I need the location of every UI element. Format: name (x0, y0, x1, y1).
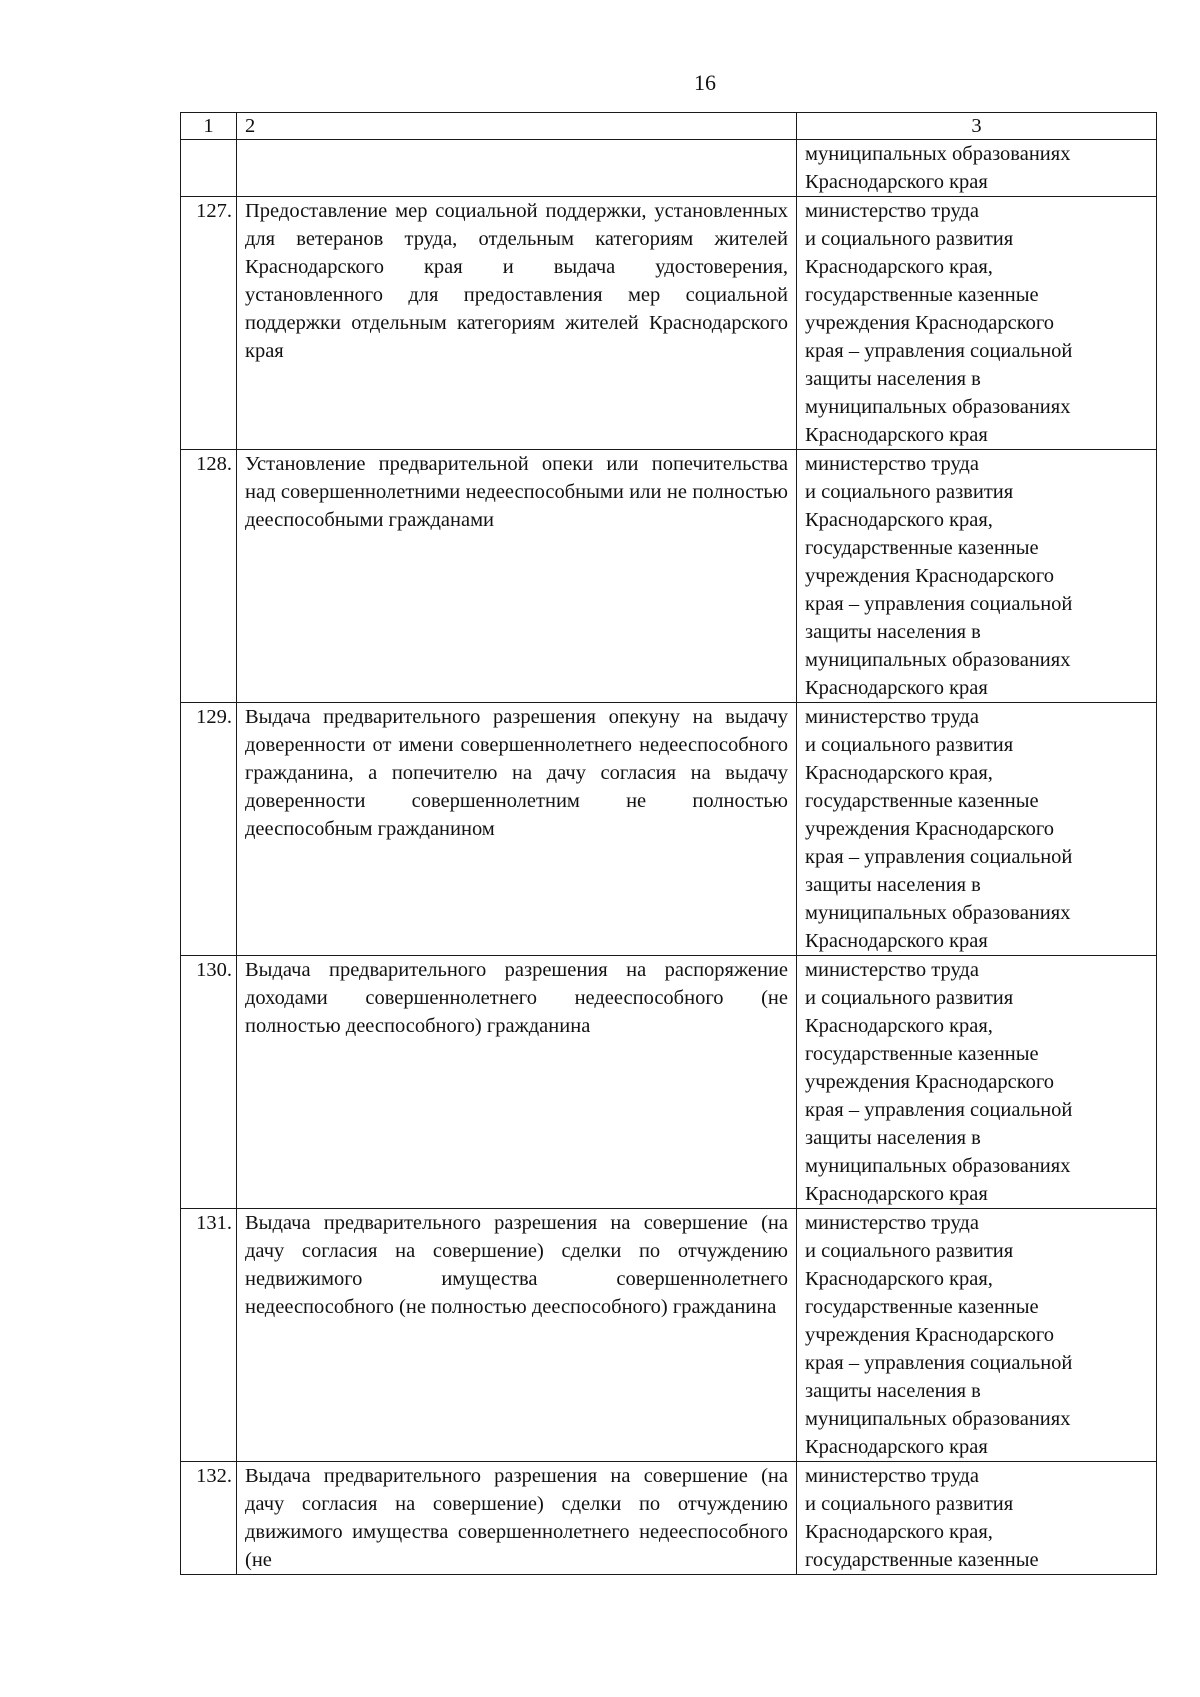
responsible-organization: министерство труда и социального развития Краснодарского края, государственные казенные учреждения Краснодарского края – управления социальной защиты населения в муниципальных образованиях Краснодарского края (797, 703, 1157, 956)
table-row (181, 703, 1157, 956)
row-number: 130. (181, 956, 237, 1209)
responsible-organization: министерство труда и социального развития Краснодарского края, государственные казенные (797, 1462, 1157, 1575)
table-row (181, 1209, 1157, 1462)
services-table (180, 112, 1157, 1575)
row-number: 127. (181, 197, 237, 450)
row-number: 128. (181, 450, 237, 703)
service-name: Выдача предварительного разрешения на совершение (на дачу согласия на совершение) сделки по отчуждению движимого имущества совершеннолетнего недееспособного (не (237, 1462, 797, 1575)
service-name (237, 140, 797, 197)
responsible-organization: министерство труда и социального развития Краснодарского края, государственные казенные учреждения Краснодарского края – управления социальной защиты населения в муниципальных образованиях Краснодарского края (797, 956, 1157, 1209)
table-row (181, 197, 1157, 450)
service-name: Установление предварительной опеки или попечительства над совершеннолетними недееспособными или не полностью дееспособными гражданами (237, 450, 797, 703)
row-number: 132. (181, 1462, 237, 1575)
row-number (181, 140, 237, 197)
column-header-service: 2 (237, 113, 797, 140)
responsible-organization: министерство труда и социального развития Краснодарского края, государственные казенные учреждения Краснодарского края – управления социальной защиты населения в муниципальных образованиях Краснодарского края (797, 1209, 1157, 1462)
service-name: Выдача предварительного разрешения на совершение (на дачу согласия на совершение) сделки по отчуждению недвижимого имущества совершеннолетнего недееспособного (не полностью дееспособного) гражданина (237, 1209, 797, 1462)
page-number: 16 (694, 70, 716, 95)
service-name: Выдача предварительного разрешения опекуну на выдачу доверенности от имени совершеннолетнего недееспособного гражданина, а попечителю на дачу согласия на выдачу доверенности совершеннолетним не полностью дееспособным гражданином (237, 703, 797, 956)
table-header-row (181, 113, 1157, 140)
column-header-organization: 3 (797, 113, 1157, 140)
responsible-organization: министерство труда и социального развития Краснодарского края, государственные казенные учреждения Краснодарского края – управления социальной защиты населения в муниципальных образованиях Краснодарского края (797, 450, 1157, 703)
table-row (181, 1462, 1157, 1575)
row-number: 131. (181, 1209, 237, 1462)
service-name: Предоставление мер социальной поддержки, установленных для ветеранов труда, отдельным категориям жителей Краснодарского края и выдача удостоверения, установленного для предоставления мер социальной поддержки отдельным категориям жителей Краснодарского края (237, 197, 797, 450)
column-header-number: 1 (181, 113, 237, 140)
row-number: 129. (181, 703, 237, 956)
table-row (181, 956, 1157, 1209)
responsible-organization: министерство труда и социального развития Краснодарского края, государственные казенные учреждения Краснодарского края – управления социальной защиты населения в муниципальных образованиях Краснодарского края (797, 197, 1157, 450)
service-name: Выдача предварительного разрешения на распоряжение доходами совершеннолетнего недееспособного (не полностью дееспособного) гражданина (237, 956, 797, 1209)
table-row-continuation (181, 140, 1157, 197)
table-row (181, 450, 1157, 703)
responsible-organization: муниципальных образованиях Краснодарского края (797, 140, 1157, 197)
